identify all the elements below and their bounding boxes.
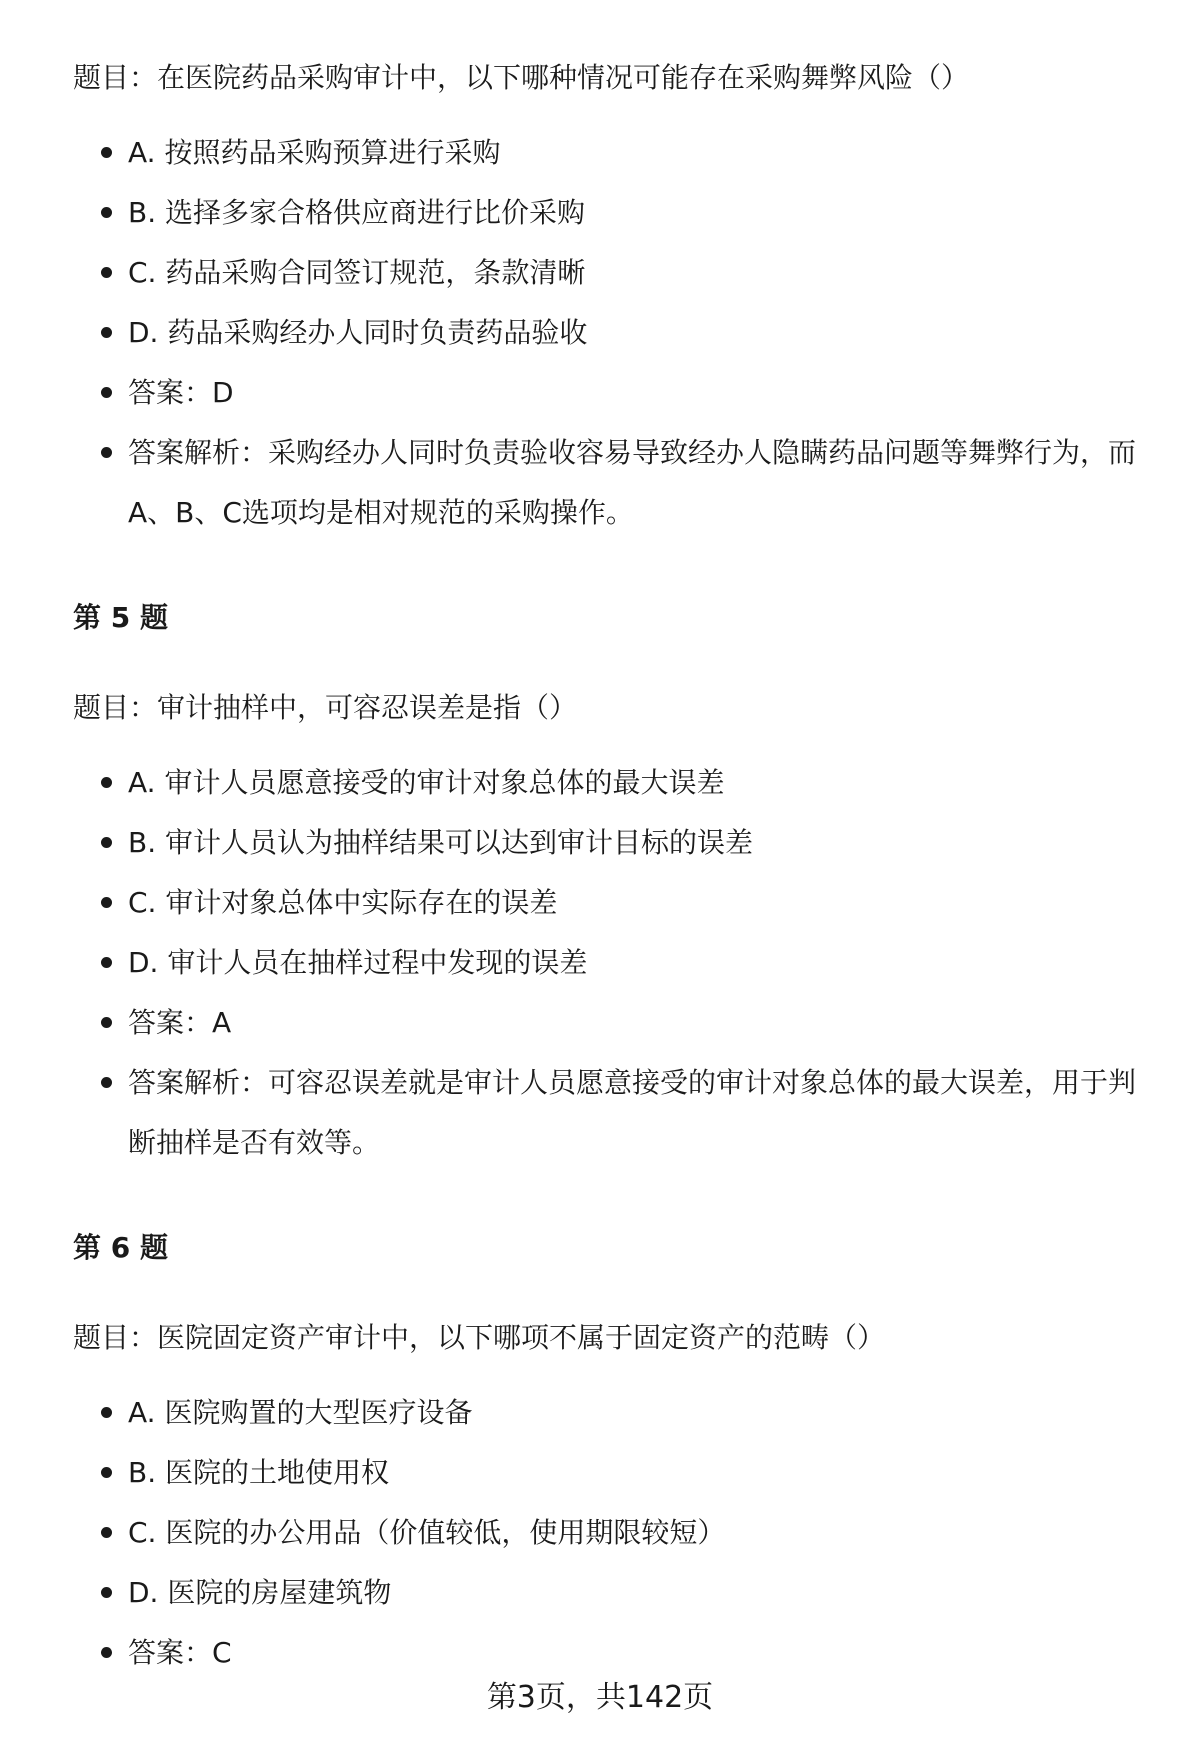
question-6-text: 题目：医院固定资产审计中，以下哪项不属于固定资产的范畴（） [73,1321,886,1354]
question-5-heading: 第 5 题 [73,601,168,634]
option-c: C. 医院的办公用品（价值较低，使用期限较短） [73,1503,1153,1563]
option-c: C. 审计对象总体中实际存在的误差 [73,873,1153,933]
option-d: D. 药品采购经办人同时负责药品验收 [73,303,1153,363]
question-5-text: 题目：审计抽样中，可容忍误差是指（） [73,691,578,724]
question-6-heading: 第 6 题 [73,1231,168,1264]
option-c: C. 药品采购合同签订规范，条款清晰 [73,243,1153,303]
option-a: A. 医院购置的大型医疗设备 [73,1383,1153,1443]
option-b: B. 选择多家合格供应商进行比价采购 [73,183,1153,243]
page-number: 第3页，共142页 [486,1680,714,1715]
option-a: A. 按照药品采购预算进行采购 [73,123,1153,183]
question-5-options [73,753,1153,1173]
option-b: B. 审计人员认为抽样结果可以达到审计目标的误差 [73,813,1153,873]
option-a: A. 审计人员愿意接受的审计对象总体的最大误差 [73,753,1153,813]
option-d: D. 审计人员在抽样过程中发现的误差 [73,933,1153,993]
answer-explanation: 答案解析：采购经办人同时负责验收容易导致经办人隐瞒药品问题等舞弊行为，而A、B、C选项均是相对规范的采购操作。 [73,423,1153,543]
answer: 答案：C [73,1623,1153,1683]
answer-explanation: 答案解析：可容忍误差就是审计人员愿意接受的审计对象总体的最大误差，用于判断抽样是否有效等。 [73,1053,1153,1173]
answer: 答案：A [73,993,1153,1053]
question-4-options [73,123,1153,543]
question-4-text: 题目：在医院药品采购审计中，以下哪种情况可能存在采购舞弊风险（） [73,61,970,94]
option-b: B. 医院的土地使用权 [73,1443,1153,1503]
option-d: D. 医院的房屋建筑物 [73,1563,1153,1623]
answer: 答案：D [73,363,1153,423]
question-6-options [73,1383,1153,1683]
